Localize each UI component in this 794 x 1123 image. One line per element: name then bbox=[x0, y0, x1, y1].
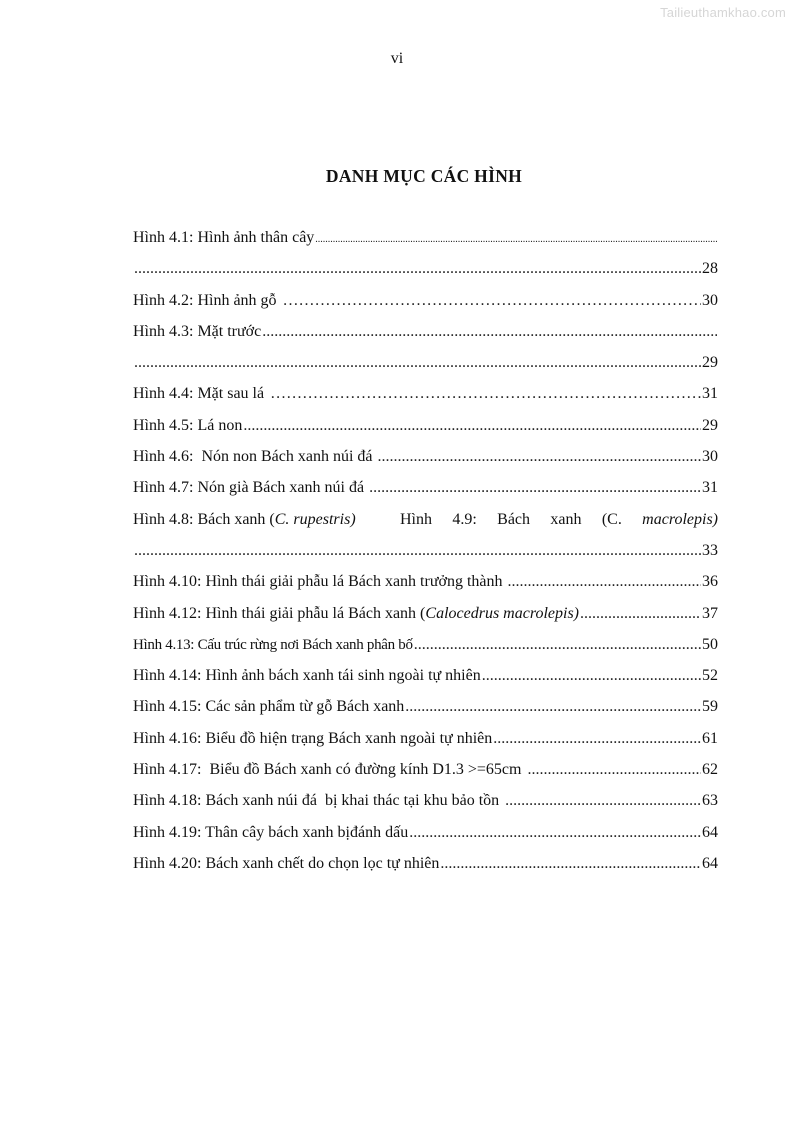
watermark: Tailieuthamkhao.com bbox=[660, 5, 786, 20]
entry-page: 31 bbox=[702, 385, 718, 403]
entry-page: 52 bbox=[702, 667, 718, 685]
dot-leader bbox=[369, 472, 701, 503]
dot-leader bbox=[414, 629, 701, 660]
dot-leader bbox=[505, 785, 701, 816]
toc-entry-4-3[interactable] bbox=[133, 316, 718, 379]
toc-entry-4-4[interactable] bbox=[133, 378, 718, 409]
entry-page: 64 bbox=[702, 823, 718, 841]
entry-page: 28 bbox=[702, 260, 718, 278]
entry-page: 62 bbox=[702, 761, 718, 779]
toc-entry-4-10[interactable] bbox=[133, 566, 718, 597]
dot-leader bbox=[283, 285, 701, 316]
entry-page: 50 bbox=[702, 635, 718, 653]
page-number: vi bbox=[390, 50, 404, 67]
toc-entry-4-2[interactable] bbox=[133, 285, 718, 316]
entry-label: Hình 4.6: Nón non Bách xanh núi đá bbox=[133, 448, 373, 466]
toc-entry-4-5[interactable] bbox=[133, 410, 718, 441]
entry-page: 30 bbox=[702, 448, 718, 466]
dot-leader bbox=[580, 598, 701, 629]
dot-leader bbox=[493, 723, 701, 754]
entry-label: Hình 4.16: Biểu đồ hiện trạng Bách xanh ngoài tự nhiên bbox=[133, 729, 493, 747]
page-title: DANH MỤC CÁC HÌNH bbox=[325, 166, 523, 186]
entry-label: Hình 4.4: Mặt sau lá bbox=[133, 385, 265, 403]
dot-leader bbox=[409, 817, 701, 848]
dot-leader bbox=[508, 566, 701, 597]
toc-entry-4-15[interactable] bbox=[133, 691, 718, 722]
toc-entry-4-20[interactable] bbox=[133, 848, 718, 879]
entry-label: Hình 4.13: Cấu trúc rừng nơi Bách xanh phân bố bbox=[133, 636, 413, 653]
toc-entry-4-19[interactable] bbox=[133, 817, 718, 848]
entry-label: Hình 4.8: Bách xanh (C. rupestris) Hình 4.9: Bách xanh (C. macrolepis) bbox=[133, 510, 718, 528]
dot-leader bbox=[270, 378, 701, 409]
dot-leader bbox=[134, 253, 701, 284]
dot-leader bbox=[262, 316, 717, 347]
toc-entry-4-8[interactable] bbox=[133, 504, 718, 567]
entry-page: 29 bbox=[702, 354, 718, 372]
entry-page: 33 bbox=[702, 541, 718, 559]
entry-page: 31 bbox=[702, 479, 718, 497]
entry-page: 64 bbox=[702, 854, 718, 872]
toc-entry-4-6[interactable] bbox=[133, 441, 718, 472]
toc-entry-4-1[interactable] bbox=[133, 222, 718, 285]
entry-page: 29 bbox=[702, 416, 718, 434]
entry-label: Hình 4.12: Hình thái giải phẫu lá Bách xanh (Calocedrus macrolepis) bbox=[133, 604, 579, 622]
dot-leader bbox=[315, 224, 717, 255]
toc-entry-4-16[interactable] bbox=[133, 723, 718, 754]
toc-entry-4-14[interactable] bbox=[133, 660, 718, 691]
dot-leader bbox=[134, 347, 701, 378]
entry-label: Hình 4.15: Các sản phẩm từ gỗ Bách xanh bbox=[133, 698, 405, 716]
entry-label: Hình 4.14: Hình ảnh bách xanh tái sinh ngoài tự nhiên bbox=[133, 667, 481, 685]
toc-entry-4-18[interactable] bbox=[133, 785, 718, 816]
entry-page: 59 bbox=[702, 698, 718, 716]
entry-label: Hình 4.18: Bách xanh núi đá bị khai thác tại khu bảo tồn bbox=[133, 792, 500, 810]
dot-leader bbox=[527, 754, 701, 785]
dot-leader bbox=[243, 410, 701, 441]
entry-page: 30 bbox=[702, 291, 718, 309]
dot-leader bbox=[405, 691, 701, 722]
toc-entry-4-12[interactable] bbox=[133, 598, 718, 629]
dot-leader bbox=[378, 441, 701, 472]
entry-label: Hình 4.20: Bách xanh chết do chọn lọc tự nhiên bbox=[133, 854, 440, 872]
entry-page: 63 bbox=[702, 792, 718, 810]
entry-label: Hình 4.17: Biểu đồ Bách xanh có đường kính D1.3 >=65cm bbox=[133, 761, 522, 779]
toc-entry-4-13[interactable] bbox=[133, 629, 718, 660]
figure-list bbox=[133, 222, 718, 879]
dot-leader bbox=[440, 848, 701, 879]
toc-entry-4-7[interactable] bbox=[133, 472, 718, 503]
entry-label: Hình 4.7: Nón già Bách xanh núi đá bbox=[133, 479, 365, 497]
entry-label: Hình 4.19: Thân cây bách xanh bịđánh dấu bbox=[133, 823, 409, 841]
entry-label: Hình 4.2: Hình ảnh gỗ bbox=[133, 291, 277, 309]
entry-page: 61 bbox=[702, 729, 718, 747]
entry-label: Hình 4.3: Mặt trước bbox=[133, 322, 262, 340]
dot-leader bbox=[134, 535, 701, 566]
entry-page: 36 bbox=[702, 573, 718, 591]
entry-label: Hình 4.1: Hình ảnh thân cây bbox=[133, 229, 315, 246]
entry-label: Hình 4.5: Lá non bbox=[133, 416, 243, 434]
toc-entry-4-17[interactable] bbox=[133, 754, 718, 785]
dot-leader bbox=[482, 660, 701, 691]
entry-label: Hình 4.10: Hình thái giải phẫu lá Bách xanh trưởng thành bbox=[133, 573, 503, 591]
entry-page: 37 bbox=[702, 604, 718, 622]
